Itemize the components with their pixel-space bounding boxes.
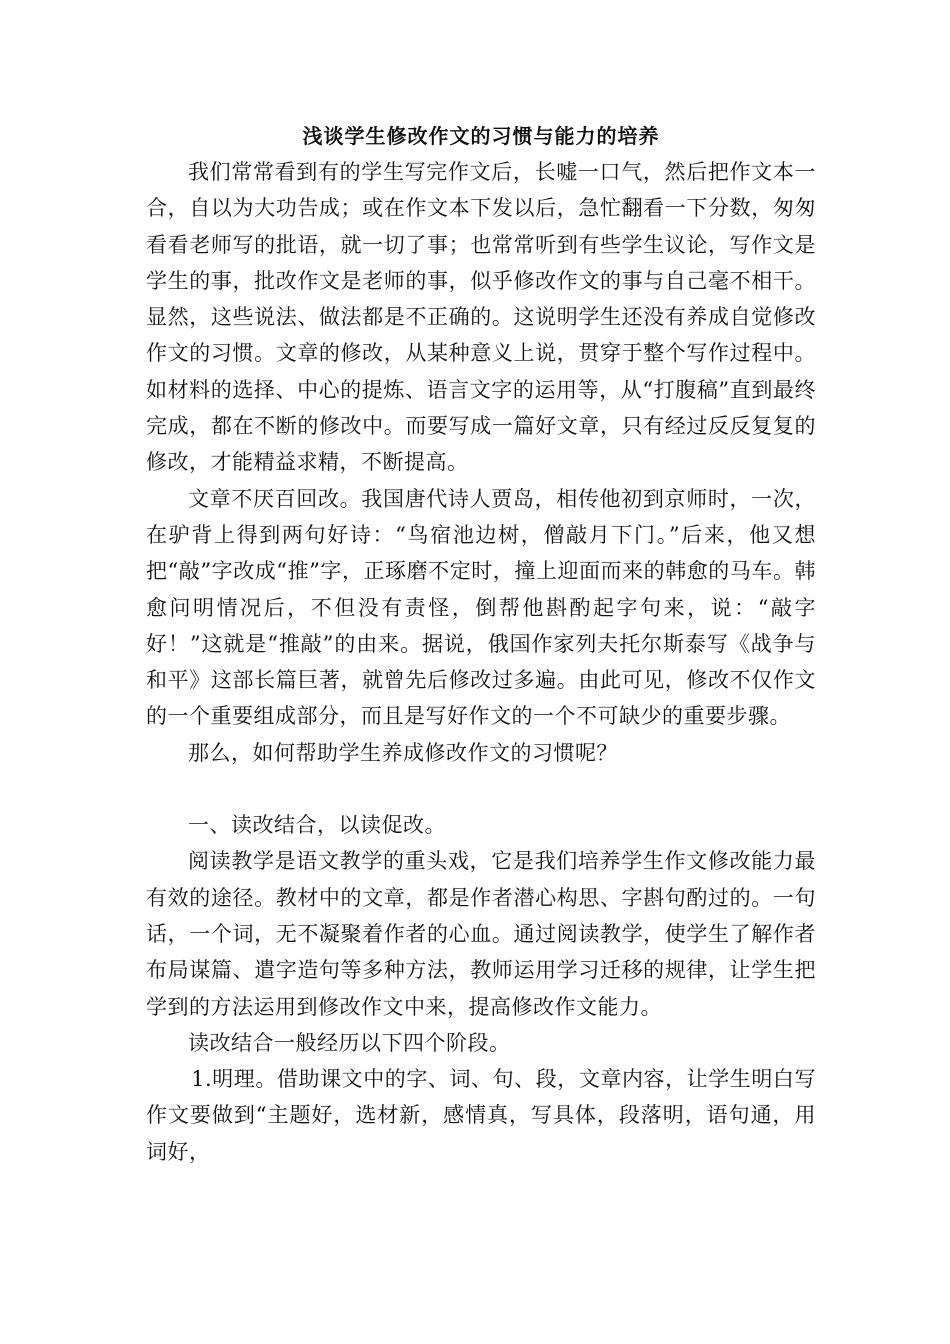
document-title: 浅谈学生修改作文的习惯与能力的培养: [302, 124, 660, 148]
document-page: [146, 118, 816, 1170]
paragraph-intro: 我们常常看到有的学生写完作文后，长嘘一口气，然后把作文本一合，自以为大功告成；或在作文本下发以后，急忙翻看一下分数，匆匆看看老师写的批语，就一切了事；也常常听到有些学生议论，写作文是学生的事，批改作文是老师的事，似乎修改作文的事与自己毫不相干。显然，这些说法、做法都是不正确的。这说明学生还没有养成自觉修改作文的习惯。文章的修改，从某种意义上说，贯穿于整个写作过程中。如材料的选择、中心的提炼、语言文字的运用等，从“打腹稿”直到最终完成，都在不断的修改中。而要写成一篇好文章，只有经过反反复复的修改，才能精益求精，不断提高。: [146, 160, 816, 475]
blank-line: [146, 771, 816, 807]
paragraph-question: 那么，如何帮助学生养成修改作文的习惯呢？: [188, 740, 618, 765]
paragraph-four-stages: 读改结合一般经历以下四个阶段。: [188, 1030, 511, 1055]
section-heading-1: 一、读改结合，以读促改。: [188, 813, 446, 838]
paragraph-reading-teaching: 阅读教学是语文教学的重头戏，它是我们培养学生作文修改能力最有效的途径。教材中的文章，都是作者潜心构思、字斟句酌过的。一句话，一个词，无不凝聚着作者的心血。通过阅读教学，使学生了解作者布局谋篇、遣字造句等多种方法，教师运用学习迁移的规律，让学生把学到的方法运用到修改作文中来，提高修改作文能力。: [146, 849, 816, 1019]
paragraph-stage-1: 1.明理。借助课文中的字、词、句、段，文章内容，让学生明白写作文要做到“主题好，选材新，感情真，写具体，段落明，语句通，用词好，: [146, 1067, 816, 1164]
paragraph-jia-dao-story: 文章不厌百回改。我国唐代诗人贾岛，相传他初到京师时，一次，在驴背上得到两句好诗：“鸟宿池边树，僧敲月下门。”后来，他又想把“敲”字改成“推”字，正琢磨不定时，撞上迎面而来的韩愈的马车。韩愈问明情况后，不但没有责怪，倒帮他斟酌起字句来，说：“敲字好！”这就是“推敲”的由来。据说，俄国作家列夫托尔斯泰写《战争与和平》这部长篇巨著，就曾先后修改过多遍。由此可见，修改不仅作文的一个重要组成部分，而且是写好作文的一个不可缺少的重要步骤。: [146, 486, 816, 729]
